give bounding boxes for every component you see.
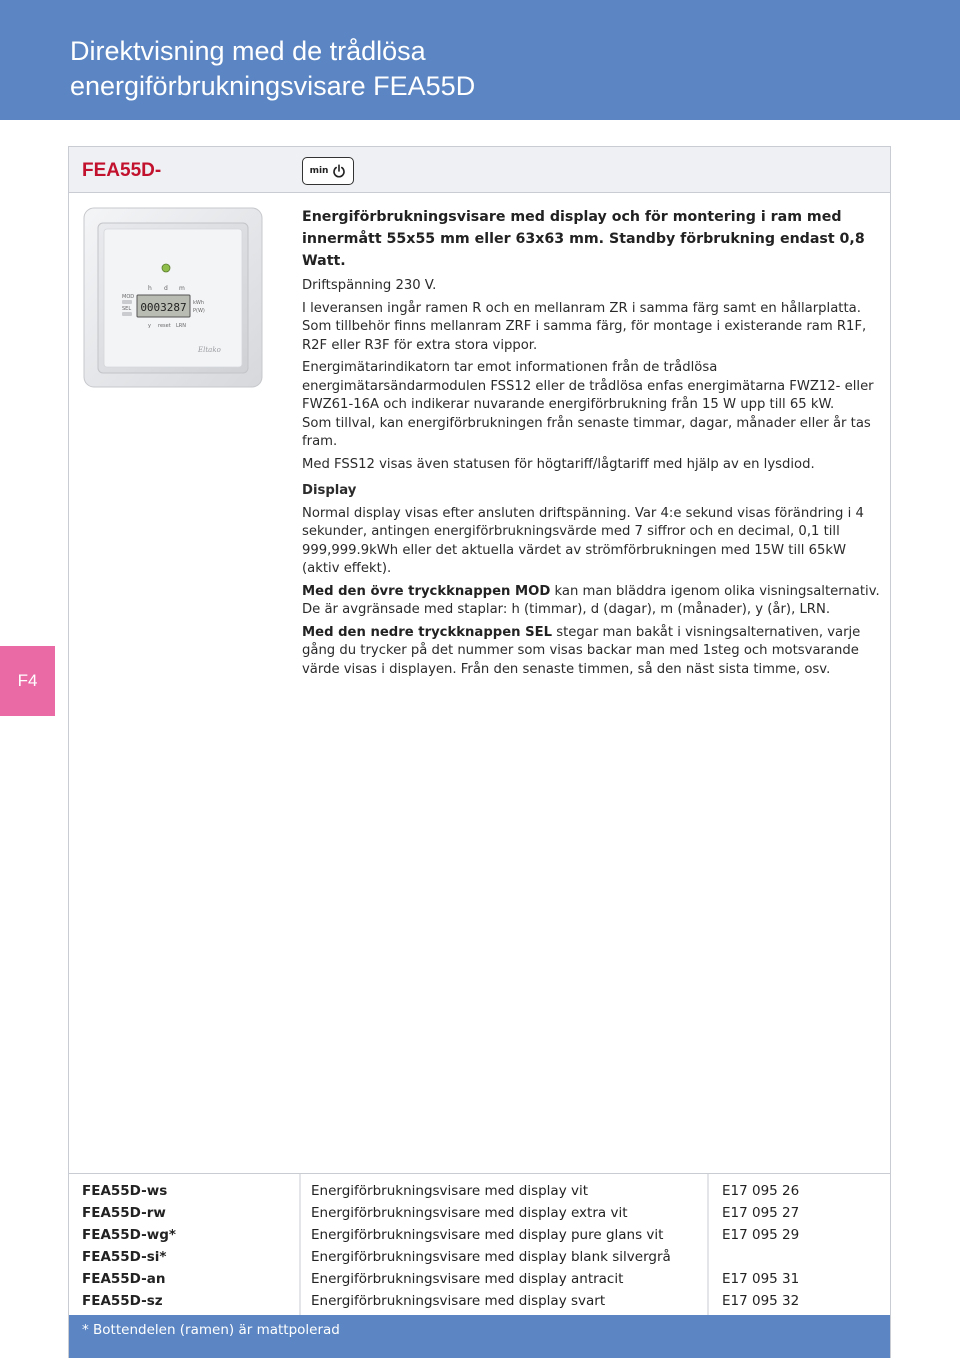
- footnote: * Bottendelen (ramen) är mattpolerad: [82, 1322, 340, 1338]
- standby-badge-label: min: [309, 166, 329, 176]
- device-label-reset: reset: [158, 323, 171, 329]
- device-label-sel: SEL: [122, 306, 132, 312]
- order-number: E17 095 27: [722, 1205, 800, 1221]
- table-row: [0, 1202, 960, 1224]
- device-label-d: d: [164, 285, 168, 292]
- function-description: Energimätarindikatorn tar emot informationen från de trådlösa energimätarsändarmodulen FSS12 eller de trådlösa enfas energimätarna FWZ12- eller FWZ61-16A och indikerar nuvarande energiförbrukning från 15 W upp till 65 kW.: [302, 360, 874, 412]
- order-number: E17 095 26: [722, 1183, 800, 1199]
- delivery-contents: I leveransen ingår ramen R och en mellanram ZR i samma färg samt en hållarplatta.: [302, 300, 861, 316]
- page-header: [0, 0, 960, 120]
- order-code: FEA55D-rw: [82, 1205, 166, 1221]
- order-description: Energiförbrukningsvisare med display antracit: [311, 1271, 624, 1287]
- device-brand-logo: Eltako: [198, 346, 221, 354]
- device-label-m: m: [179, 285, 185, 292]
- order-code: FEA55D-wg*: [82, 1227, 176, 1243]
- lcd-value: 0003287: [140, 301, 187, 314]
- table-row: [0, 1224, 960, 1246]
- order-code: FEA55D-si*: [82, 1249, 167, 1265]
- device-label-y: y: [148, 323, 151, 329]
- order-description: Energiförbrukningsvisare med display svart: [311, 1293, 606, 1309]
- device-label-pw: P(W): [193, 308, 205, 314]
- sel-button-description: [302, 624, 882, 680]
- table-row: [0, 1246, 960, 1268]
- order-description: Energiförbrukningsvisare med display extra vit: [311, 1205, 628, 1221]
- display-heading: Display: [302, 483, 357, 498]
- order-code: FEA55D-an: [82, 1271, 166, 1287]
- table-row: [0, 1180, 960, 1202]
- order-description: Energiförbrukningsvisare med display pure glans vit: [311, 1227, 664, 1243]
- history-option: Som tillval, kan energiförbrukningen från senaste timmar, dagar, månader eller år tas fram.: [302, 415, 871, 449]
- device-label-mod: MOD: [122, 294, 135, 300]
- table-row: [0, 1268, 960, 1290]
- mod-button[interactable]: [122, 300, 132, 304]
- standby-badge: [302, 157, 354, 185]
- page-title: [70, 34, 930, 104]
- mod-button-description-text: kan man bläddra igenom olika visningsalternativ. De är avgränsade med staplar: h (timmar), d (dagar), m (månader), y (år), LRN.: [302, 583, 880, 617]
- order-number: E17 095 29: [722, 1227, 800, 1243]
- mod-button-description-bold: Med den övre tryckknappen MOD: [302, 583, 551, 599]
- device-label-kwh: kWh: [193, 300, 205, 306]
- device-label-h: h: [148, 285, 152, 292]
- page-title-line-1: Direktvisning med de trådlösa: [70, 36, 426, 66]
- sel-button-description-text: stegar man bakåt i visningsalternativen, varje gång du trycker på det nummer som visas backar man med 1steg och motsvarande värde visas i displayen. Från den senaste timmen, så den näst sista timme, osv.: [302, 624, 861, 677]
- order-description: Energiförbrukningsvisare med display blank silvergrå: [311, 1249, 671, 1265]
- order-number: E17 095 31: [722, 1271, 800, 1287]
- display-description: Normal display visas efter ansluten driftspänning. Var 4:e sekund visas förändring i 4 sekunder, antingen energiförbrukningsvärde med 7 siffror och en decimal, 0,1 till 999,999.9kWh eller det aktuella värdet av strömförbrukningen med 15W till 65kW (aktiv effekt).: [302, 505, 864, 576]
- tariff-status: Med FSS12 visas även statusen för högtariff/lågtariff med hjälp av en lysdiod.: [302, 456, 815, 472]
- product-description: [302, 206, 882, 679]
- sel-button[interactable]: [122, 312, 132, 316]
- section-tab: F4: [0, 646, 55, 716]
- operating-voltage: Driftspänning 230 V.: [302, 278, 437, 293]
- mod-button-description: [302, 583, 882, 620]
- order-code: FEA55D-ws: [82, 1183, 168, 1199]
- order-description: Energiförbrukningsvisare med display vit: [311, 1183, 589, 1199]
- device-label-lrn: LRN: [176, 323, 186, 329]
- page-title-line-2: energiförbrukningsvisare FEA55D: [70, 71, 476, 101]
- product-name: FEA55D-: [82, 160, 162, 181]
- accessories: Som tillbehör finns mellanram ZRF i samma färg, för montage i existerande ram R1F, R2F eller R3F för extra stora vippor.: [302, 319, 867, 353]
- product-lead: Energiförbrukningsvisare med display och för montering i ram med innermått 55x55 mm eller 63x63 mm. Standby förbrukning endast 0,8 Watt.: [302, 209, 865, 269]
- led-indicator-icon: [162, 264, 170, 272]
- product-title-bar: [69, 147, 890, 193]
- sel-button-description-bold: Med den nedre tryckknappen SEL: [302, 624, 553, 640]
- device-illustration: [82, 206, 264, 389]
- order-number: E17 095 32: [722, 1293, 800, 1309]
- order-code: FEA55D-sz: [82, 1293, 163, 1309]
- power-icon: [332, 164, 346, 178]
- table-row: [0, 1290, 960, 1312]
